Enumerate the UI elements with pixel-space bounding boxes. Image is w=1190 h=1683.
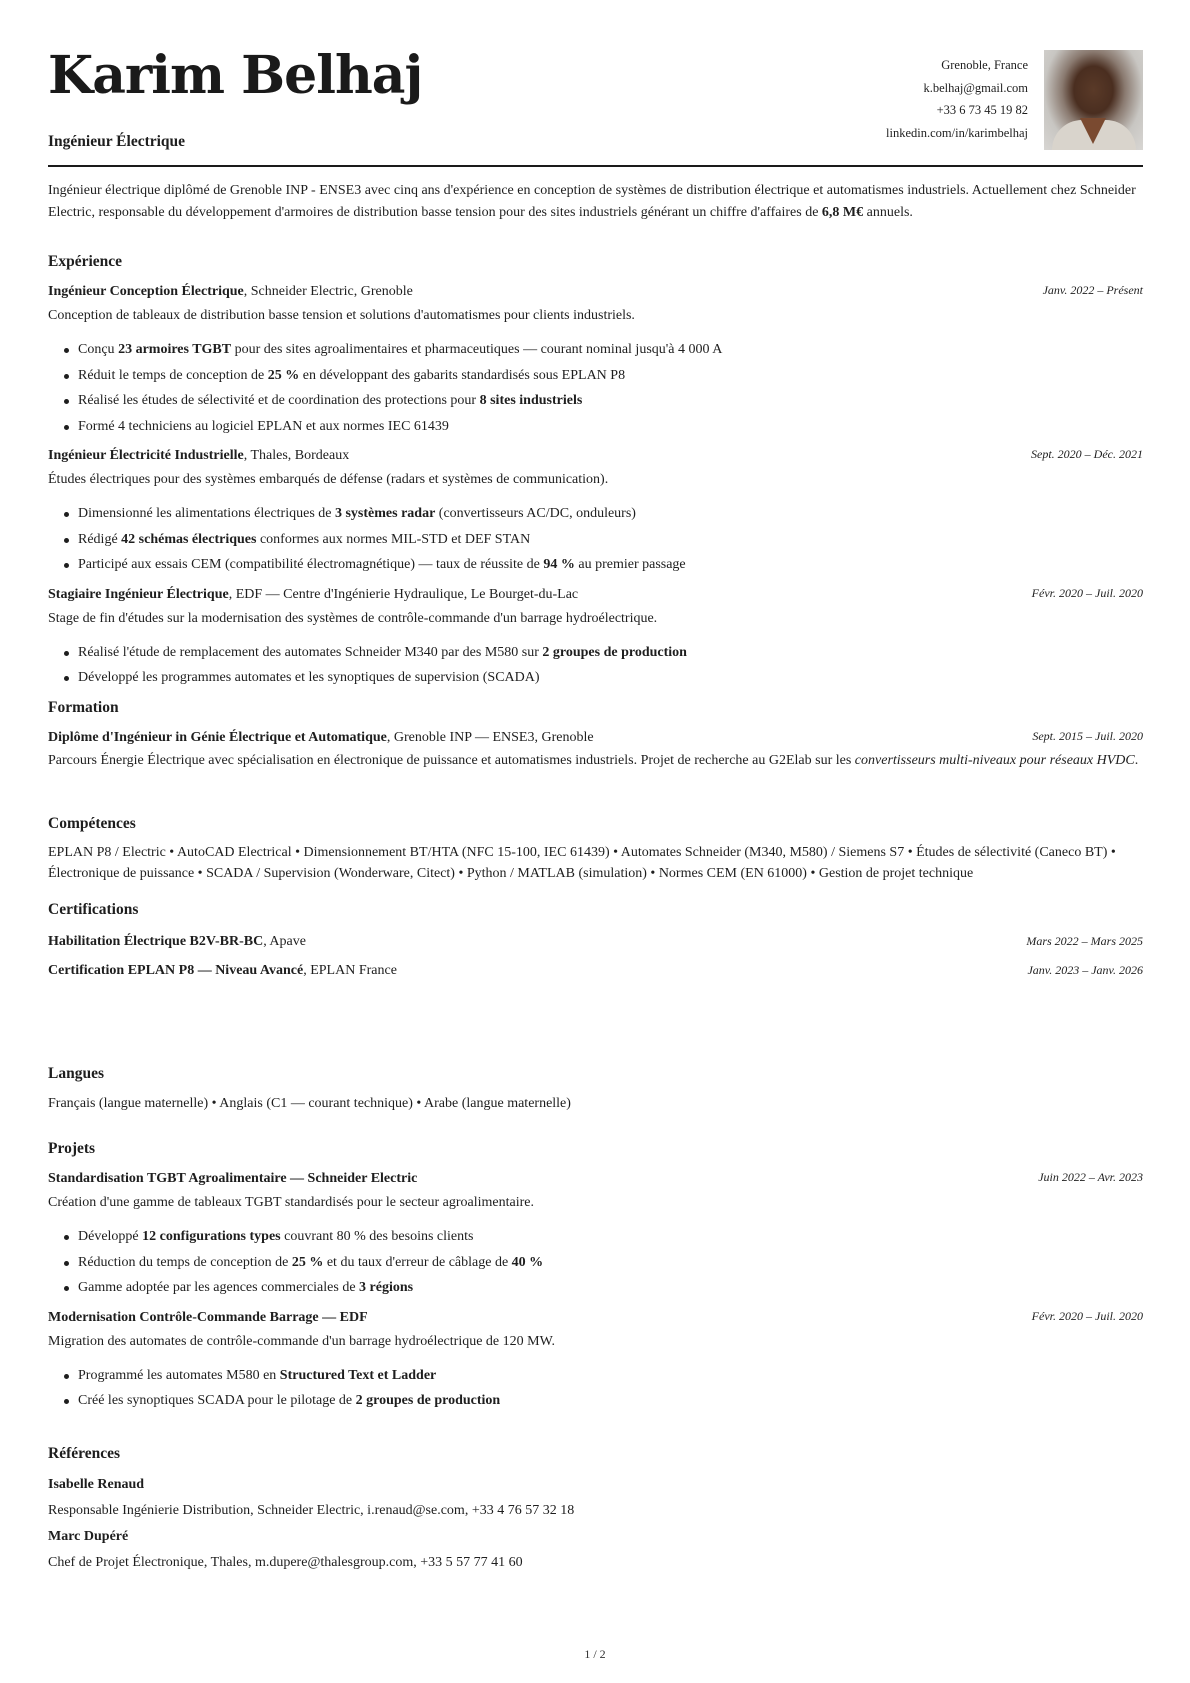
bullet-item: Conçu 23 armoires TGBT pour des sites agroalimentaires et pharmaceutiques — courant nominal jusqu'à 4 000 A <box>63 337 1143 363</box>
bullet-item: Formé 4 techniciens au logiciel EPLAN et aux normes IEC 61439 <box>63 414 1143 440</box>
job-org: , EDF — Centre d'Ingénierie Hydraulique, Le Bourget-du-Lac <box>228 586 579 602</box>
projects-section <box>48 1137 1143 1420</box>
entry-header <box>48 584 1143 608</box>
reference-details: Chef de Projet Électronique, Thales, m.dupere@thalesgroup.com, +33 5 57 77 41 60 <box>48 1555 523 1571</box>
project-title: Modernisation Contrôle-Commande Barrage — EDF <box>48 1309 368 1325</box>
certification-date: Janv. 2023 – Janv. 2026 <box>1027 963 1143 978</box>
bullet-item: Participé aux essais CEM (compatibilité électromagnétique) — taux de réussite de 94 % au premier passage <box>63 552 1143 578</box>
project-title: Standardisation TGBT Agroalimentaire — Schneider Electric <box>48 1171 418 1187</box>
summary-paragraph <box>48 180 1143 223</box>
project-date: Juin 2022 – Avr. 2023 <box>1038 1170 1143 1185</box>
job-date: Sept. 2020 – Déc. 2021 <box>1031 447 1143 462</box>
job-role: Ingénieur Conception Électrique <box>48 284 244 300</box>
certification-name: Habilitation Électrique B2V-BR-BC <box>48 934 264 950</box>
certification-name: Certification EPLAN P8 — Niveau Avancé <box>48 963 304 979</box>
reference-name: Marc Dupéré <box>48 1529 129 1545</box>
job-description: Conception de tableaux de distribution basse tension et solutions d'automatismes pour clients industriels. <box>48 308 635 324</box>
bullet-item: Réalisé l'étude de remplacement des automates Schneider M340 par des M580 sur 2 groupes de production <box>63 640 1143 666</box>
project-description: Migration des automates de contrôle-commande d'un barrage hydroélectrique de 120 MW. <box>48 1333 556 1349</box>
job-role: Ingénieur Électricité Industrielle <box>48 448 244 464</box>
reference-name: Isabelle Renaud <box>48 1477 145 1493</box>
job-bullets <box>63 501 1143 578</box>
bullet-item: Gamme adoptée par les agences commerciales de 3 régions <box>63 1275 1143 1301</box>
contact-email[interactable]: k.belhaj@gmail.com <box>923 80 1028 95</box>
experience-entry <box>48 584 1143 691</box>
certifications-section <box>48 898 1143 989</box>
entry-header <box>48 445 1143 469</box>
education-section <box>48 696 1143 772</box>
job-date: Févr. 2020 – Juil. 2020 <box>1031 585 1143 600</box>
job-description: Stage de fin d'études sur la modernisation des systèmes de contrôle-commande d'un barrage hydroélectrique. <box>48 610 658 626</box>
project-entry <box>48 1307 1143 1414</box>
experience-entry <box>48 281 1143 439</box>
references-section <box>48 1442 1143 1577</box>
bullet-item: Réduction du temps de conception de 25 % et du taux d'erreur de câblage de 40 % <box>63 1250 1143 1276</box>
section-heading-skills: Compétences <box>48 815 136 832</box>
languages-list: Français (langue maternelle) • Anglais (C1 — courant technique) • Arabe (langue maternelle) <box>48 1096 571 1112</box>
page-number: 1 / 2 <box>584 1647 606 1661</box>
contact-block <box>886 54 1028 144</box>
project-bullets <box>63 1224 1143 1301</box>
header-divider <box>48 165 1143 167</box>
certification-item <box>48 931 1143 960</box>
languages-section <box>48 1062 1143 1115</box>
bullet-item: Réalisé les études de sélectivité et de coordination des protections pour 8 sites industriels <box>63 388 1143 414</box>
bullet-item: Programmé les automates M580 en Structured Text et Ladder <box>63 1363 1143 1389</box>
job-org: , Schneider Electric, Grenoble <box>243 284 413 300</box>
skills-list: EPLAN P8 / Electric • AutoCAD Electrical • Dimensionnement BT/HTA (NFC 15-100, IEC 61439) • Automates Schneider (M340, M580) / Siemens S7 • Études de sélectivité (Caneco BT) • Électronique de puissance • SCADA / Supervision (Wonderware, Citect) • Python / MATLAB (simulation) • Normes CEM (EN 61000) • Gestion de projet technique <box>48 845 1116 881</box>
skills-section <box>48 812 1143 884</box>
experience-section <box>48 250 1143 697</box>
bullet-item: Créé les synoptiques SCADA pour le pilotage de 2 groupes de production <box>63 1388 1143 1414</box>
experience-entry <box>48 445 1143 578</box>
summary-text-end: annuels. <box>863 204 913 220</box>
education-date: Sept. 2015 – Juil. 2020 <box>1032 729 1143 744</box>
education-entry-header <box>48 727 1143 751</box>
certification-item <box>48 960 1143 989</box>
summary-text: Ingénieur électrique diplômé de Grenoble INP - ENSE3 avec cinq ans d'expérience en conception de systèmes de distribution électrique et automatismes industriels. Actuellement chez Schneider Electric, responsable du développement d'armoires de distribution basse tension pour des sites industriels générant un chiffre d'affaires de <box>48 183 1136 220</box>
job-description: Études électriques pour des systèmes embarqués de défense (radars et systèmes de communication). <box>48 472 609 488</box>
project-entry <box>48 1168 1143 1301</box>
project-header <box>48 1307 1143 1331</box>
bullet-item: Rédigé 42 schémas électriques conformes aux normes MIL-STD et DEF STAN <box>63 527 1143 553</box>
candidate-name: Karim Belhaj <box>48 45 423 106</box>
bullet-item: Développé 12 configurations types couvrant 80 % des besoins clients <box>63 1224 1143 1250</box>
project-description: Création d'une gamme de tableaux TGBT standardisés pour le secteur agroalimentaire. <box>48 1195 535 1211</box>
project-header <box>48 1168 1143 1192</box>
certification-issuer: , Apave <box>263 934 306 950</box>
reference-details: Responsable Ingénierie Distribution, Schneider Electric, i.renaud@se.com, +33 4 76 57 32 18 <box>48 1503 575 1519</box>
entry-header <box>48 281 1143 305</box>
job-role: Stagiaire Ingénieur Électrique <box>48 586 229 602</box>
education-description: Parcours Énergie Électrique avec spécialisation en électronique de puissance et automatismes industriels. Projet de recherche au G2Elab sur les convertisseurs multi-niveaux pour réseaux HVDC. <box>48 753 1139 769</box>
job-bullets <box>63 640 1143 691</box>
job-date: Janv. 2022 – Présent <box>1042 283 1143 298</box>
resume-header <box>48 0 1143 168</box>
section-heading-experience: Expérience <box>48 253 123 270</box>
summary-revenue: 6,8 M€ <box>821 204 864 220</box>
degree-name: Diplôme d'Ingénieur in Génie Électrique et Automatique <box>48 730 387 746</box>
section-heading-certifications: Certifications <box>48 901 139 918</box>
contact-phone: +33 6 73 45 19 82 <box>936 103 1028 117</box>
contact-location: Grenoble, France <box>941 58 1028 72</box>
school-name: , Grenoble INP — ENSE3, Grenoble <box>386 730 594 746</box>
section-heading-projects: Projets <box>48 1140 96 1157</box>
certification-issuer: , EPLAN France <box>303 963 397 979</box>
job-org: , Thales, Bordeaux <box>243 448 350 464</box>
candidate-title: Ingénieur Électrique <box>48 133 186 150</box>
bullet-item: Développé les programmes automates et les synoptiques de supervision (SCADA) <box>63 665 1143 691</box>
section-heading-education: Formation <box>48 699 119 716</box>
job-bullets <box>63 337 1143 439</box>
resume-page <box>48 0 1143 1571</box>
section-heading-languages: Langues <box>48 1065 104 1082</box>
bullet-item: Dimensionné les alimentations électriques de 3 systèmes radar (convertisseurs AC/DC, onduleurs) <box>63 501 1143 527</box>
certification-date: Mars 2022 – Mars 2025 <box>1026 934 1143 949</box>
project-date: Févr. 2020 – Juil. 2020 <box>1031 1308 1143 1323</box>
project-bullets <box>63 1363 1143 1414</box>
contact-linkedin[interactable]: linkedin.com/in/karimbelhaj <box>886 125 1028 140</box>
bullet-item: Réduit le temps de conception de 25 % en développant des gabarits standardisés sous EPLAN P8 <box>63 363 1143 389</box>
section-heading-references: Références <box>48 1445 121 1462</box>
profile-photo <box>1044 50 1143 150</box>
